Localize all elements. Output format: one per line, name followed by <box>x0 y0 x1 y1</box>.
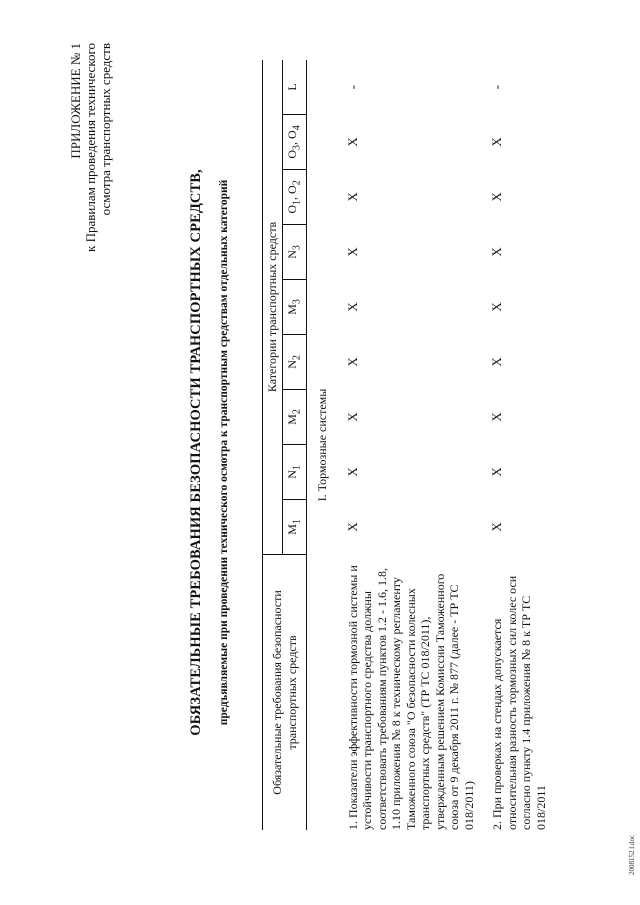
category-m3: $M_3$ <box>282 279 307 334</box>
mark-cell: X <box>344 137 360 147</box>
mark-cell: X <box>344 412 360 422</box>
header-requirements: Обязательные требования безопасности транспортных средств <box>263 554 307 830</box>
mark-cell: X <box>489 192 505 202</box>
requirement-text: 1. Показатели эффективности тормозной системы и устойчивости транспортного средства должны соответствовать требованиям пунктов 1.2 - 1.6, 1.8, 1.10 приложения № 8 к техническому регламенту Таможенного союза "О безопасности колесных транспортных средств" (ТР ТС 018/2011), утвержденным решением Комиссии Таможенного союза от 9 декабря 2011 г. № 877 (далее - ТР ТС 018/2011) <box>345 565 476 830</box>
appendix-block <box>68 43 113 905</box>
mark-cell: - <box>344 85 360 90</box>
mark-cell: X <box>489 467 505 477</box>
mark-cell: - <box>489 85 505 90</box>
document-title: ОБЯЗАТЕЛЬНЫЕ ТРЕБОВАНИЯ БЕЗОПАСНОСТИ ТРАНСПОРТНЫХ СРЕДСТВ, <box>188 169 204 736</box>
section-heading: I. Тормозные системы <box>315 388 330 502</box>
mark-cell: X <box>344 192 360 202</box>
mark-cell: X <box>489 302 505 312</box>
mark-cell: X <box>344 522 360 532</box>
category-n2: $N_2$ <box>282 334 307 389</box>
appendix-title: ПРИЛОЖЕНИЕ № 1 <box>68 43 83 159</box>
file-code: 2008152 l.doc <box>628 834 636 875</box>
mark-cell: X <box>344 357 360 367</box>
table-row <box>342 60 487 830</box>
header-categories: Категории транспортных средств <box>263 60 283 554</box>
mark-cell: X <box>489 357 505 367</box>
mark-cell: X <box>489 522 505 532</box>
requirements-table <box>262 60 558 830</box>
category-o1-o2: $O_1$, $O_2$ <box>282 169 307 224</box>
mark-cell: X <box>489 137 505 147</box>
category-m1: $M_1$ <box>282 499 307 554</box>
category-n1: $N_1$ <box>282 444 307 499</box>
requirement-text: 2. При проверках на стендах допускается относительная разность тормозных сил колес оси согласно пункту 1.4 приложения № 8 к ТР ТС 018/2011 <box>490 575 548 830</box>
table-row <box>486 60 558 830</box>
category-n3: $N_3$ <box>282 224 307 279</box>
mark-cell: X <box>344 302 360 312</box>
appendix-line-1: к Правилам проведения технического <box>83 43 98 252</box>
appendix-line-2: осмотра транспортных средств <box>98 43 113 216</box>
mark-cell: X <box>489 412 505 422</box>
category-l: L <box>282 60 307 114</box>
category-m2: $M_2$ <box>282 389 307 444</box>
mark-cell: X <box>344 467 360 477</box>
mark-cell: X <box>489 247 505 257</box>
document-subtitle: предъявляемые при проведении технического осмотра к транспортным средствам отдельных категорий <box>218 179 230 726</box>
mark-cell: X <box>344 247 360 257</box>
category-o3-o4: $O_3$, $O_4$ <box>282 114 307 169</box>
